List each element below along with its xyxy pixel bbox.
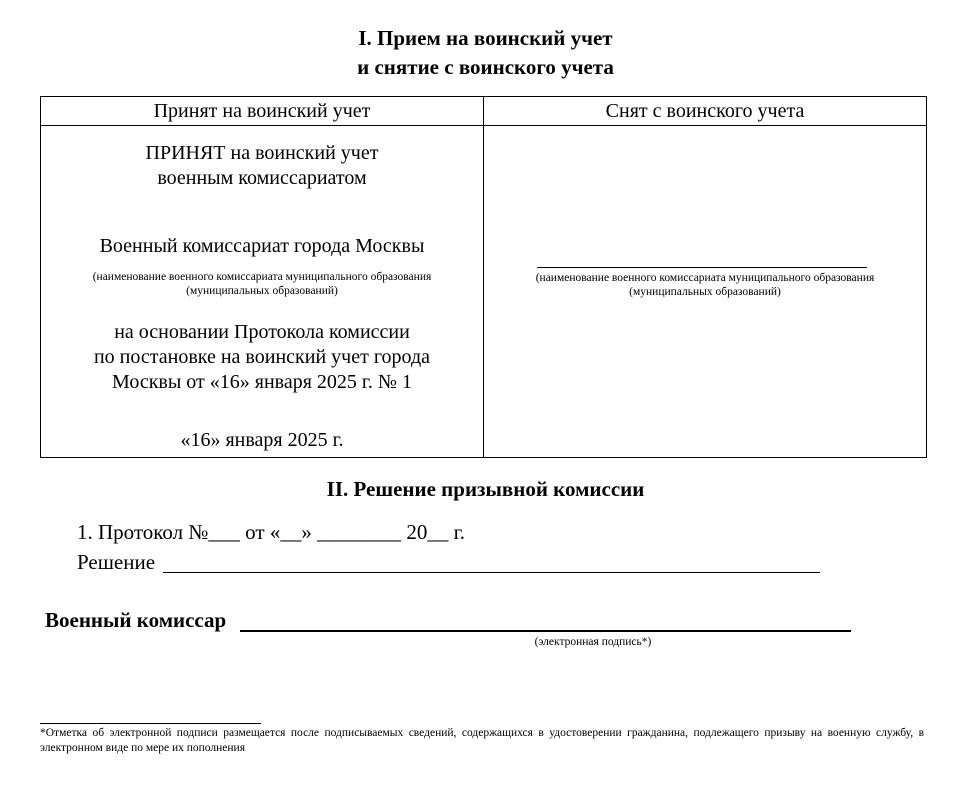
removed-name-line [537,267,867,268]
section-1-title [0,24,971,82]
decision-label: Решение [77,550,156,574]
signature-line [240,630,851,632]
removed-caption-line2: (муниципальных образований) [629,286,781,298]
accepted-date: «16» января 2025 г. [180,429,344,451]
accepted-cell [41,126,484,458]
basis-line2: по постановке на воинский учет города [93,346,431,368]
signature-caption: (электронная подпись*) [534,636,652,648]
section-2-title: II. Решение призывной комиссии [326,477,645,501]
registration-table [40,96,927,458]
protocol-line: 1. Протокол №___ от «__» ________ 20__ г. [77,520,466,544]
removed-cell [484,126,927,458]
footnote-text: *Отметка об электронной подписи размещается после подписываемых сведений, содержащихся в удостоверении гражданина, подлежащего призыву на военную службу, в электронном виде по мере их пополнения [40,727,924,754]
section-1-title-line2: и снятие с воинского учета [357,55,614,79]
decision-line [163,572,820,573]
removed-caption-line1: (наименование военного комиссариата муниципального образования [535,272,875,284]
header-accepted: Принят на воинский учет [41,97,484,126]
commissariat-name: Военный комиссариат города Москвы [99,235,425,257]
commissariat-caption-line1: (наименование военного комиссариата муниципального образования [92,271,432,283]
basis-line1: на основании Протокола комиссии [114,321,410,343]
section-1-title-line1: I. Прием на воинский учет [358,26,613,50]
accepted-line1: ПРИНЯТ на воинский учет [145,142,379,164]
accepted-line2: военным комиссариатом [157,167,367,189]
commissar-label: Военный комиссар [45,608,227,632]
header-removed: Снят с воинского учета [484,97,927,126]
footnote-separator [40,723,261,724]
basis-line3: Москвы от «16» января 2025 г. № 1 [112,371,412,393]
commissariat-caption-line2: (муниципальных образований) [186,285,338,297]
